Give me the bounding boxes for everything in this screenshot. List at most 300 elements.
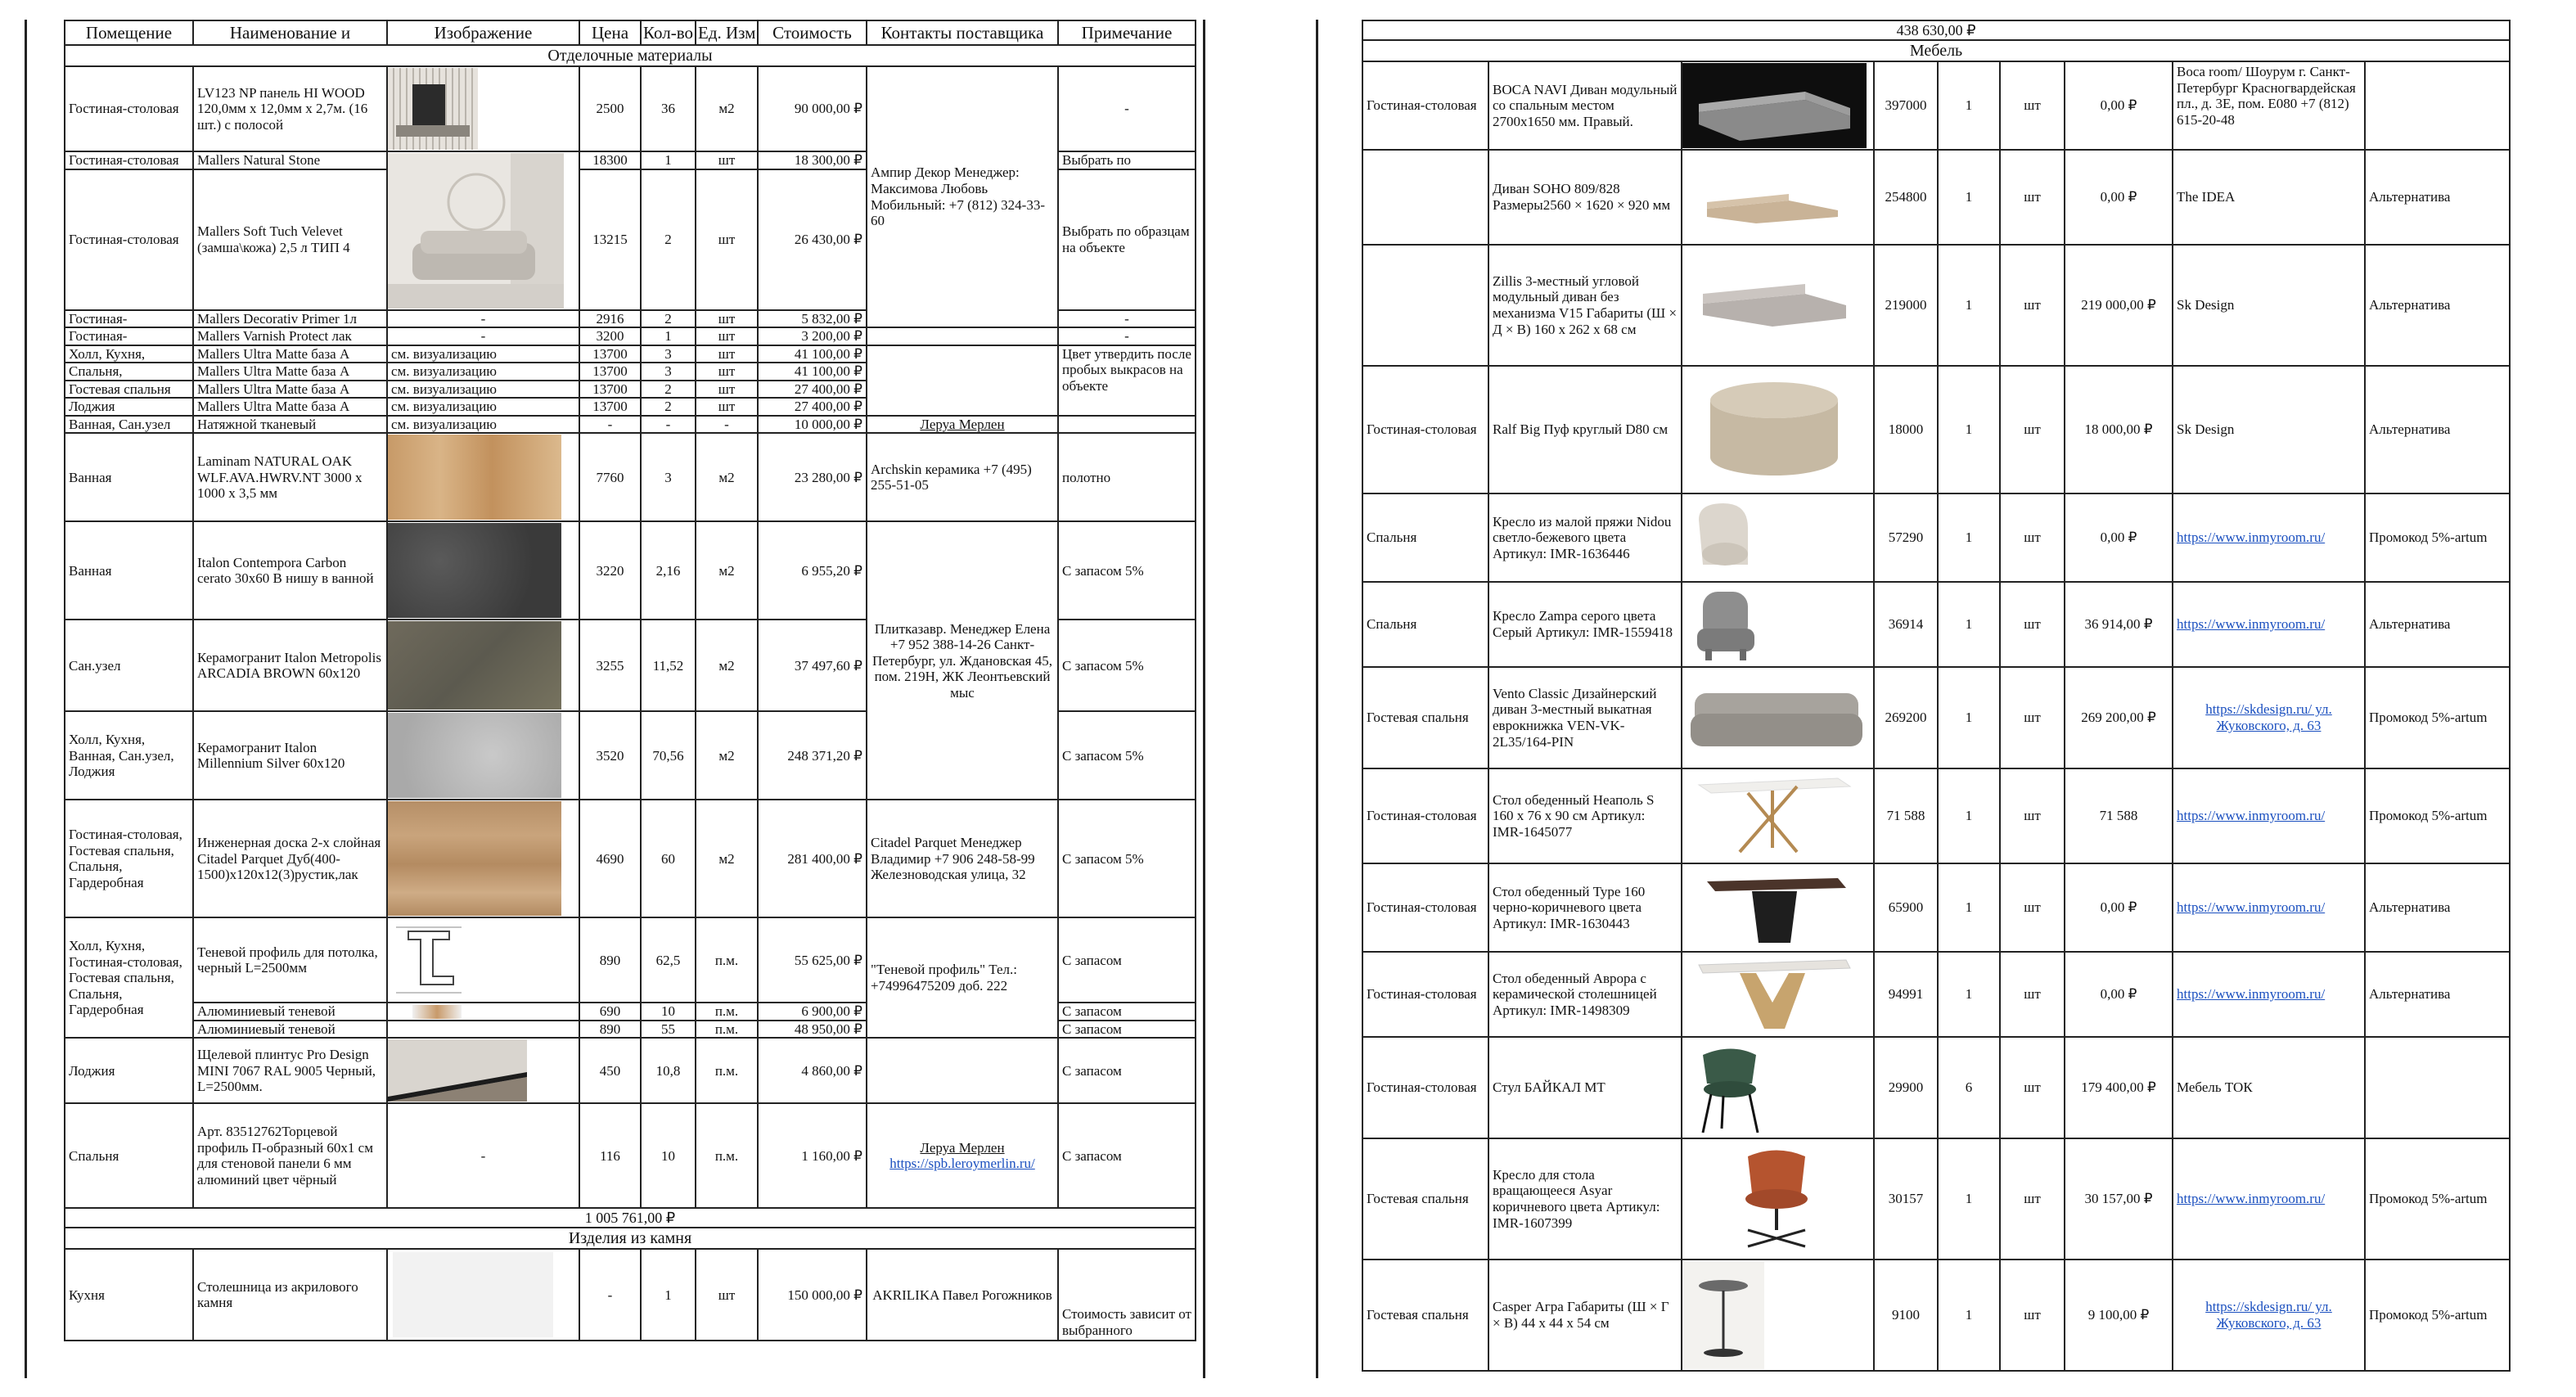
- unit-cell: м2: [696, 521, 758, 620]
- table-row: [65, 1249, 1196, 1341]
- name-cell: Mallers Ultra Matte база А: [193, 345, 387, 363]
- note-cell: Цвет утвердить после пробых выкрасов на объекте: [1058, 345, 1196, 416]
- price-cell: 18300: [579, 151, 641, 169]
- product-image: [387, 151, 579, 310]
- qty-cell: 1: [1938, 1138, 2000, 1260]
- qty-cell: 1: [1938, 582, 2000, 667]
- image-cell: см. визуализацию: [387, 363, 579, 381]
- room-cell: Холл, Кухня, Гостиная-столовая, Гостевая спальня, Спальня, Гардеробная: [65, 917, 193, 1038]
- supplier-link[interactable]: https://www.inmyroom.ru/: [2173, 768, 2365, 863]
- col-name: Наименование и: [193, 20, 387, 45]
- cost-cell: 0,00 ₽: [2065, 863, 2173, 952]
- price-cell: 219000: [1874, 245, 1938, 366]
- qty-cell: 1: [1938, 863, 2000, 952]
- note-cell: Альтернатива: [2365, 582, 2510, 667]
- note-cell: Альтернатива: [2365, 863, 2510, 952]
- table-row: [1362, 1260, 2510, 1371]
- unit-cell: шт: [2000, 667, 2065, 768]
- price-cell: 36914: [1874, 582, 1938, 667]
- name-cell: Алюминиевый теневой: [193, 1003, 387, 1021]
- cost-cell: 30 157,00 ₽: [2065, 1138, 2173, 1260]
- cost-cell: 5 832,00 ₽: [758, 310, 867, 328]
- room-cell: Гостиная-столовая: [65, 66, 193, 151]
- name-cell: Mallers Decorativ Primer 1л: [193, 310, 387, 328]
- room-cell: Гостевая спальня: [1362, 1138, 1488, 1260]
- cost-cell: 248 371,20 ₽: [758, 711, 867, 800]
- note-cell: Промокод 5%-artum: [2365, 768, 2510, 863]
- col-cost: Стоимость: [758, 20, 867, 45]
- image-cell: -: [387, 1103, 579, 1208]
- product-image: [387, 917, 579, 1003]
- room-cell: Гостевая спальня: [1362, 667, 1488, 768]
- supplier-link[interactable]: https://skdesign.ru/ ул. Жуковского, д. 63: [2173, 1260, 2365, 1371]
- table-row: [65, 521, 1196, 620]
- cost-cell: 0,00 ₽: [2065, 61, 2173, 150]
- unit-cell: м2: [696, 433, 758, 521]
- image-cell: -: [387, 310, 579, 328]
- unit-cell: шт: [696, 381, 758, 399]
- price-cell: 18000: [1874, 366, 1938, 493]
- product-image: [1682, 1138, 1874, 1260]
- supplier-link[interactable]: https://www.inmyroom.ru/: [2173, 582, 2365, 667]
- contact-cell: [867, 1103, 1058, 1208]
- cost-cell: 23 280,00 ₽: [758, 433, 867, 521]
- name-cell: Mallers Varnish Protect лак: [193, 327, 387, 345]
- section-total: 438 630,00 ₽: [1362, 20, 2510, 40]
- name-cell: Laminam NATURAL OAK WLF.AVA.HWRV.NT 3000 x 1000 x 3,5 мм: [193, 433, 387, 521]
- name-cell: Кресло Zampa серого цвета Серый Артикул: IMR-1559418: [1488, 582, 1682, 667]
- right-sheet: [1362, 20, 2509, 1372]
- qty-cell: 10: [641, 1103, 696, 1208]
- price-cell: 9100: [1874, 1260, 1938, 1371]
- cost-cell: 4 860,00 ₽: [758, 1038, 867, 1103]
- note-cell: полотно: [1058, 433, 1196, 521]
- product-image: [387, 1003, 579, 1021]
- name-cell: Mallers Ultra Matte база А: [193, 381, 387, 399]
- left-sheet: [64, 20, 1195, 1341]
- supplier-link[interactable]: https://www.inmyroom.ru/: [2173, 952, 2365, 1037]
- table-row: [1362, 768, 2510, 863]
- unit-cell: м2: [696, 800, 758, 917]
- price-cell: 13700: [579, 381, 641, 399]
- price-cell: 29900: [1874, 1037, 1938, 1138]
- price-cell: 3520: [579, 711, 641, 800]
- qty-cell: 2: [641, 398, 696, 416]
- room-cell: [1362, 150, 1488, 245]
- name-cell: Стул БАЙКАЛ МТ: [1488, 1037, 1682, 1138]
- stone-swatch: [393, 1252, 553, 1337]
- note-cell: [2365, 61, 2510, 150]
- room-cell: Спальня: [1362, 493, 1488, 582]
- table-row: [65, 345, 1196, 363]
- room-cell: Ванная: [65, 433, 193, 521]
- product-image: [1682, 1260, 1874, 1371]
- col-room: Помещение: [65, 20, 193, 45]
- qty-cell: 62,5: [641, 917, 696, 1003]
- note-cell: С запасом 5%: [1058, 620, 1196, 711]
- cost-cell: 150 000,00 ₽: [758, 1249, 867, 1341]
- qty-cell: 3: [641, 433, 696, 521]
- qty-cell: 1: [641, 327, 696, 345]
- product-image: [1682, 582, 1874, 667]
- note-cell: С запасом: [1058, 1021, 1196, 1039]
- header-row: [65, 20, 1196, 45]
- price-cell: 397000: [1874, 61, 1938, 150]
- room-cell: Ванная: [65, 521, 193, 620]
- note-cell: Альтернатива: [2365, 952, 2510, 1037]
- note-cell: Выбрать по: [1058, 151, 1196, 169]
- cost-cell: 179 400,00 ₽: [2065, 1037, 2173, 1138]
- contact-cell: Archskin керамика +7 (495) 255-51-05: [867, 433, 1058, 521]
- name-cell: Инженерная доска 2-х слойная Citadel Parquet Дуб(400-1500)x120x12(3)рустик,лак: [193, 800, 387, 917]
- qty-cell: 11,52: [641, 620, 696, 711]
- page-border-left: [25, 20, 27, 1378]
- cost-cell: 1 160,00 ₽: [758, 1103, 867, 1208]
- note-cell: Альтернатива: [2365, 366, 2510, 493]
- product-image: [1682, 61, 1874, 150]
- note-cell: С запасом: [1058, 1103, 1196, 1208]
- price-cell: -: [579, 416, 641, 434]
- price-cell: 13700: [579, 363, 641, 381]
- table-row: [1362, 952, 2510, 1037]
- note-cell: С запасом: [1058, 1038, 1196, 1103]
- supplier-link[interactable]: https://www.inmyroom.ru/: [2173, 1138, 2365, 1260]
- qty-cell: 3: [641, 363, 696, 381]
- qty-cell: 2: [641, 169, 696, 310]
- table-row: [1362, 61, 2510, 150]
- name-cell: Диван SOHO 809/828 Размеры2560 × 1620 × 920 мм: [1488, 150, 1682, 245]
- product-image: [387, 800, 579, 917]
- cost-cell: 41 100,00 ₽: [758, 363, 867, 381]
- qty-cell: 1: [641, 151, 696, 169]
- image-cell: [387, 1021, 579, 1039]
- cost-cell: 41 100,00 ₽: [758, 345, 867, 363]
- unit-cell: п.м.: [696, 917, 758, 1003]
- table-row: [1362, 1037, 2510, 1138]
- qty-cell: 1: [1938, 768, 2000, 863]
- supplier-link[interactable]: https://skdesign.ru/ ул. Жуковского, д. 63: [2173, 667, 2365, 768]
- contact-cell: [867, 1038, 1058, 1103]
- price-cell: 2916: [579, 310, 641, 328]
- unit-cell: шт: [2000, 582, 2065, 667]
- qty-cell: 10: [641, 1003, 696, 1021]
- room-cell: Гостиная-столовая: [65, 169, 193, 310]
- unit-cell: м2: [696, 620, 758, 711]
- note-cell: Стоимость зависит от выбранного: [1058, 1249, 1196, 1341]
- unit-cell: шт: [696, 169, 758, 310]
- name-cell: Кресло для стола вращающееся Asyar коричневого цвета Артикул: IMR-1607399: [1488, 1138, 1682, 1260]
- supplier-name[interactable]: Леруа Мерлен: [920, 1139, 1005, 1156]
- unit-cell: шт: [2000, 61, 2065, 150]
- col-unit: Ед. Изм: [696, 20, 758, 45]
- cost-cell: 9 100,00 ₽: [2065, 1260, 2173, 1371]
- contact-cell[interactable]: Леруа Мерлен: [867, 416, 1058, 434]
- qty-cell: 70,56: [641, 711, 696, 800]
- room-cell: Гостиная-столовая, Гостевая спальня, Спальня, Гардеробная: [65, 800, 193, 917]
- price-cell: 57290: [1874, 493, 1938, 582]
- room-cell: Гостиная-столовая: [65, 151, 193, 169]
- contact-cell: Sk Design: [2173, 245, 2365, 366]
- table-row: [1362, 150, 2510, 245]
- note-cell: С запасом 5%: [1058, 711, 1196, 800]
- price-cell: 254800: [1874, 150, 1938, 245]
- name-cell: Арт. 83512762Торцевой профиль П-образный 60x1 см для стеновой панели 6 мм алюминий цвет чёрный: [193, 1103, 387, 1208]
- unit-cell: п.м.: [696, 1038, 758, 1103]
- cost-cell: 281 400,00 ₽: [758, 800, 867, 917]
- col-note: Примечание: [1058, 20, 1196, 45]
- cost-cell: 0,00 ₽: [2065, 493, 2173, 582]
- price-cell: 4690: [579, 800, 641, 917]
- product-image: [387, 620, 579, 711]
- room-cell: Кухня: [65, 1249, 193, 1341]
- unit-cell: шт: [2000, 1037, 2065, 1138]
- note-cell: С запасом 5%: [1058, 521, 1196, 620]
- unit-cell: шт: [2000, 952, 2065, 1037]
- image-cell: см. визуализацию: [387, 345, 579, 363]
- note-cell: [1058, 416, 1196, 434]
- name-cell: Mallers Ultra Matte база А: [193, 363, 387, 381]
- qty-cell: 1: [1938, 1260, 2000, 1371]
- price-cell: 94991: [1874, 952, 1938, 1037]
- tile-swatch: [388, 713, 561, 798]
- room-cell: Гостевая спальня: [1362, 1260, 1488, 1371]
- qty-cell: 36: [641, 66, 696, 151]
- room-cell: Холл, Кухня, Ванная, Сан.узел, Лоджия: [65, 711, 193, 800]
- col-contact: Контакты поставщика: [867, 20, 1058, 45]
- note-cell: Альтернатива: [2365, 245, 2510, 366]
- qty-cell: 1: [1938, 493, 2000, 582]
- name-cell: Натяжной тканевый: [193, 416, 387, 434]
- room-cell: Гостевая спальня: [65, 381, 193, 399]
- qty-cell: 1: [1938, 61, 2000, 150]
- price-cell: 3220: [579, 521, 641, 620]
- name-cell: LV123 NP панель HI WOOD 120,0мм x 12,0мм x 2,7м. (16 шт.) с полосой: [193, 66, 387, 151]
- product-image: [1682, 1037, 1874, 1138]
- price-cell: 13700: [579, 398, 641, 416]
- qty-cell: 2: [641, 381, 696, 399]
- note-cell: Альтернатива: [2365, 150, 2510, 245]
- unit-cell: п.м.: [696, 1003, 758, 1021]
- price-cell: 890: [579, 1021, 641, 1039]
- unit-cell: шт: [696, 345, 758, 363]
- qty-cell: 2,16: [641, 521, 696, 620]
- wood-swatch: [388, 801, 561, 916]
- name-cell: Mallers Natural Stone: [193, 151, 387, 169]
- room-cell: Спальня: [65, 1103, 193, 1208]
- note-cell: Промокод 5%-artum: [2365, 493, 2510, 582]
- room-cell: Спальня: [1362, 582, 1488, 667]
- page-border-mid: [1203, 20, 1205, 1378]
- unit-cell: шт: [696, 151, 758, 169]
- unit-cell: шт: [2000, 245, 2065, 366]
- room-cell: Лоджия: [65, 1038, 193, 1103]
- table-row: [1362, 245, 2510, 366]
- materials-table: [64, 20, 1196, 1341]
- cost-cell: 36 914,00 ₽: [2065, 582, 2173, 667]
- price-cell: 2500: [579, 66, 641, 151]
- name-cell: Щелевой плинтус Pro Design MINI 7067 RAL 9005 Черный, L=2500мм.: [193, 1038, 387, 1103]
- room-cell: Гостиная-: [65, 327, 193, 345]
- name-cell: Mallers Ultra Matte база А: [193, 398, 387, 416]
- product-image: [1682, 768, 1874, 863]
- image-cell: см. визуализацию: [387, 398, 579, 416]
- note-cell: С запасом: [1058, 917, 1196, 1003]
- unit-cell: шт: [2000, 1138, 2065, 1260]
- qty-cell: 6: [1938, 1037, 2000, 1138]
- cost-cell: 48 950,00 ₽: [758, 1021, 867, 1039]
- product-image: [387, 1038, 579, 1103]
- unit-cell: шт: [696, 363, 758, 381]
- table-row: [1362, 493, 2510, 582]
- price-cell: 690: [579, 1003, 641, 1021]
- supplier-link[interactable]: https://www.inmyroom.ru/: [2173, 493, 2365, 582]
- price-cell: 13700: [579, 345, 641, 363]
- section-title: Отделочные материалы: [65, 45, 1196, 66]
- contact-cell: Мебель ТОК: [2173, 1037, 2365, 1138]
- cost-cell: 219 000,00 ₽: [2065, 245, 2173, 366]
- contact-cell: Citadel Parquet Менеджер Владимир +7 906 248-58-99 Железноводская улица, 32: [867, 800, 1058, 917]
- profile-swatch: [412, 1005, 462, 1019]
- image-cell: см. визуализацию: [387, 416, 579, 434]
- qty-cell: 1: [1938, 952, 2000, 1037]
- cost-cell: 6 900,00 ₽: [758, 1003, 867, 1021]
- image-cell: -: [387, 327, 579, 345]
- price-cell: 3200: [579, 327, 641, 345]
- contact-cell: [867, 327, 1058, 345]
- room-cell: Гостиная-столовая: [1362, 61, 1488, 150]
- qty-cell: 55: [641, 1021, 696, 1039]
- qty-cell: 1: [1938, 667, 2000, 768]
- tile-swatch: [388, 621, 561, 710]
- name-cell: Vento Classic Дизайнерский диван 3-местный выкатная еврокнижка VEN-VK-2L35/164-PIN: [1488, 667, 1682, 768]
- note-cell: Выбрать по образцам на объекте: [1058, 169, 1196, 310]
- room-cell: Холл, Кухня,: [65, 345, 193, 363]
- section-title: Изделия из камня: [65, 1228, 1196, 1249]
- room-cell: Гостиная-столовая: [1362, 1037, 1488, 1138]
- name-cell: Стол обеденный Аврора с керамической столешницей Артикул: IMR-1498309: [1488, 952, 1682, 1037]
- section-total: 1 005 761,00 ₽: [65, 1208, 1196, 1228]
- contact-cell: Ампир Декор Менеджер: Максимова Любовь Мобильный: +7 (812) 324-33-60: [867, 66, 1058, 327]
- name-cell: Алюминиевый теневой: [193, 1021, 387, 1039]
- product-image: [387, 66, 579, 151]
- cost-cell: 37 497,60 ₽: [758, 620, 867, 711]
- unit-cell: шт: [2000, 1260, 2065, 1371]
- col-image: Изображение: [387, 20, 579, 45]
- table-row: [65, 416, 1196, 434]
- price-cell: 71 588: [1874, 768, 1938, 863]
- table-row: [1362, 582, 2510, 667]
- cost-cell: 269 200,00 ₽: [2065, 667, 2173, 768]
- qty-cell: 1: [1938, 366, 2000, 493]
- unit-cell: шт: [696, 327, 758, 345]
- room-cell: Лоджия: [65, 398, 193, 416]
- col-price: Цена: [579, 20, 641, 45]
- name-cell: Casper Агра Габариты (Ш × Г × В) 44 x 44 x 54 см: [1488, 1260, 1682, 1371]
- wood-swatch: [388, 435, 561, 520]
- room-cell: Гостиная-столовая: [1362, 366, 1488, 493]
- name-cell: Zillis 3-местный угловой модульный диван без механизма V15 Габариты (Ш × Д × В) 160 x 262 x 68 см: [1488, 245, 1682, 366]
- note-cell: С запасом: [1058, 1003, 1196, 1021]
- price-cell: 3255: [579, 620, 641, 711]
- qty-cell: 1: [641, 1249, 696, 1341]
- product-image: [1682, 366, 1874, 493]
- product-image: [387, 521, 579, 620]
- name-cell: BOCA NAVI Диван модульный со спальным местом 2700x1650 мм. Правый.: [1488, 61, 1682, 150]
- price-cell: -: [579, 1249, 641, 1341]
- unit-cell: шт: [2000, 366, 2065, 493]
- unit-cell: шт: [2000, 150, 2065, 245]
- price-cell: 30157: [1874, 1138, 1938, 1260]
- table-row: [65, 433, 1196, 521]
- product-image: [1682, 952, 1874, 1037]
- table-row: [65, 800, 1196, 917]
- unit-cell: шт: [696, 1249, 758, 1341]
- contact-cell: The IDEA: [2173, 150, 2365, 245]
- price-cell: 890: [579, 917, 641, 1003]
- price-cell: 450: [579, 1038, 641, 1103]
- cost-cell: 71 588: [2065, 768, 2173, 863]
- room-cell: Гостиная-столовая: [1362, 863, 1488, 952]
- qty-cell: 1: [1938, 245, 2000, 366]
- furniture-table: [1362, 20, 2511, 1372]
- qty-cell: 3: [641, 345, 696, 363]
- price-cell: 13215: [579, 169, 641, 310]
- note-cell: -: [1058, 327, 1196, 345]
- supplier-link[interactable]: https://www.inmyroom.ru/: [2173, 863, 2365, 952]
- room-cell: Гостиная-: [65, 310, 193, 328]
- cost-cell: 6 955,20 ₽: [758, 521, 867, 620]
- cost-cell: 10 000,00 ₽: [758, 416, 867, 434]
- name-cell: Ralf Big Пуф круглый D80 см: [1488, 366, 1682, 493]
- contact-cell: [867, 345, 1058, 416]
- table-row: [1362, 1138, 2510, 1260]
- product-image: [1682, 493, 1874, 582]
- name-cell: Столешница из акрилового камня: [193, 1249, 387, 1341]
- price-cell: 269200: [1874, 667, 1938, 768]
- note-cell: [2365, 1037, 2510, 1138]
- contact-cell: Boca room/ Шоурум г. Санкт-Петербург Красногвардейская пл., д. 3Е, пом. Е080 +7 (812) 615-20-48: [2173, 61, 2365, 150]
- unit-cell: шт: [2000, 768, 2065, 863]
- cost-cell: 27 400,00 ₽: [758, 381, 867, 399]
- product-image: [387, 1249, 579, 1341]
- price-cell: 65900: [1874, 863, 1938, 952]
- product-image: [387, 711, 579, 800]
- qty-cell: 10,8: [641, 1038, 696, 1103]
- name-cell: Керамогранит Italon Metropolis ARCADIA BROWN 60x120: [193, 620, 387, 711]
- supplier-link[interactable]: https://spb.leroymerlin.ru/: [889, 1156, 1035, 1172]
- table-row: [1362, 366, 2510, 493]
- contact-cell: Sk Design: [2173, 366, 2365, 493]
- cost-cell: 90 000,00 ₽: [758, 66, 867, 151]
- name-cell: Кресло из малой пряжи Nidou светло-бежевого цвета Артикул: IMR-1636446: [1488, 493, 1682, 582]
- room-cell: Гостиная-столовая: [1362, 952, 1488, 1037]
- unit-cell: п.м.: [696, 1103, 758, 1208]
- cost-cell: 27 400,00 ₽: [758, 398, 867, 416]
- note-cell: -: [1058, 66, 1196, 151]
- unit-cell: м2: [696, 711, 758, 800]
- contact-cell: AKRILIKA Павел Рогожников: [867, 1249, 1058, 1341]
- room-cell: Ванная, Сан.узел: [65, 416, 193, 434]
- product-image: [1682, 150, 1874, 245]
- price-cell: 116: [579, 1103, 641, 1208]
- table-row: [65, 1103, 1196, 1208]
- note-cell: -: [1058, 310, 1196, 328]
- page-border-right: [1316, 20, 1318, 1378]
- col-qty: Кол-во: [641, 20, 696, 45]
- room-cell: [1362, 245, 1488, 366]
- tile-swatch: [388, 523, 561, 618]
- cost-cell: 55 625,00 ₽: [758, 917, 867, 1003]
